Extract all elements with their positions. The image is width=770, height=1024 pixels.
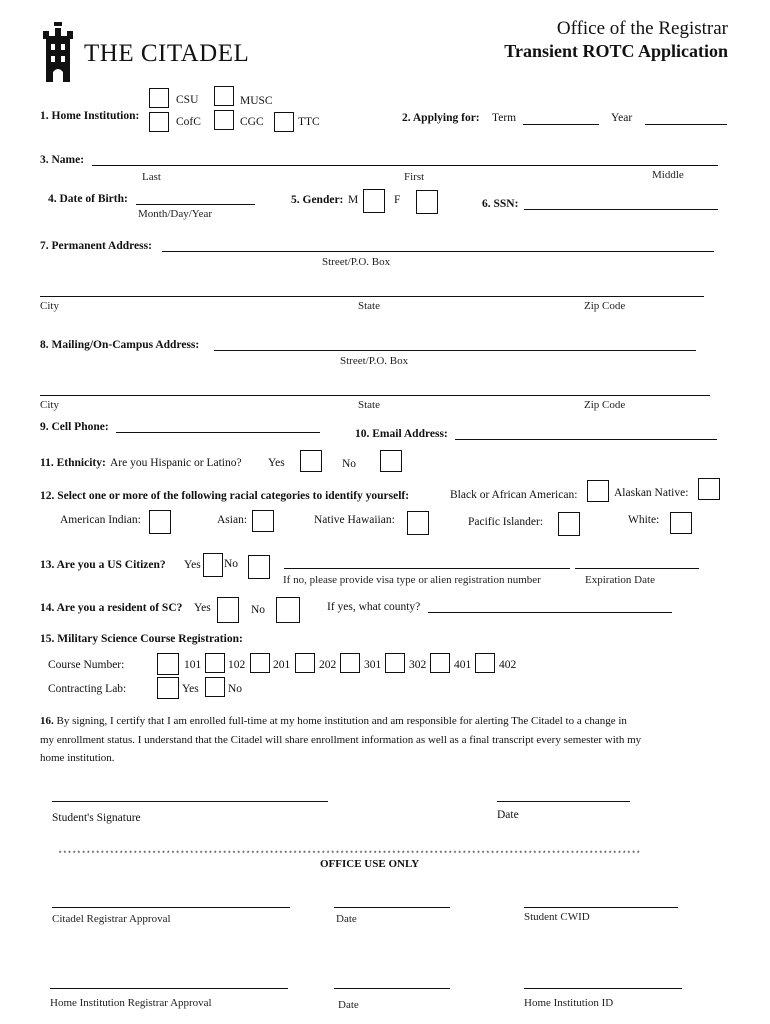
q11-label: 11. Ethnicity: [40, 457, 106, 469]
csu-label: CSU [176, 94, 199, 106]
office-title: Office of the Registrar [556, 18, 728, 39]
mailing-city-field[interactable] [40, 395, 710, 396]
visa-expiration-field[interactable] [575, 568, 699, 569]
middle-caption: Middle [652, 169, 684, 181]
gender-m-label: M [348, 194, 359, 206]
expiration-caption: Expiration Date [585, 574, 655, 586]
ssn-field[interactable] [524, 209, 718, 210]
q10-label: 10. Email Address: [355, 428, 448, 440]
course-201-label: 201 [273, 659, 291, 671]
signature-date-field[interactable] [497, 801, 630, 802]
lab-no-checkbox[interactable] [205, 677, 225, 697]
home-id-field[interactable] [524, 988, 682, 989]
course-401-label: 401 [454, 659, 472, 671]
first-caption: First [404, 171, 425, 183]
pacific-label: Pacific Islander: [468, 516, 544, 528]
gender-f-checkbox[interactable] [416, 190, 438, 214]
permanent-state-caption: State [358, 300, 380, 312]
certification-line-2: my enrollment status. I understand that the Citadel will share enrollment information as well as a final transcript every semester with my [40, 733, 642, 746]
citadel-logo [40, 22, 76, 84]
permanent-street-caption: Street/P.O. Box [322, 256, 391, 268]
email-field[interactable] [455, 439, 717, 440]
mailing-street-caption: Street/P.O. Box [340, 355, 409, 367]
citizen-yes-label: Yes [184, 559, 201, 571]
citizen-yes-checkbox[interactable] [203, 553, 223, 577]
office-use-title: OFFICE USE ONLY [320, 858, 420, 870]
course-102-label: 102 [228, 659, 246, 671]
home-id-caption: Home Institution ID [524, 997, 614, 1009]
cgc-label: CGC [240, 116, 264, 128]
home-approval-field[interactable] [50, 988, 288, 989]
mailing-street-field[interactable] [214, 350, 696, 351]
hawaiian-label: Native Hawaiian: [314, 514, 395, 526]
course-202-label: 202 [319, 659, 337, 671]
last-caption: Last [142, 171, 161, 183]
black-label: Black or African American: [450, 489, 578, 501]
cgc-checkbox[interactable] [214, 110, 234, 130]
q1-label: 1. Home Institution: [40, 110, 140, 122]
pacific-checkbox[interactable] [558, 512, 580, 536]
cwid-field[interactable] [524, 907, 678, 908]
office-divider: **************************************************************************************************************************** [58, 851, 641, 859]
course-402-checkbox[interactable] [475, 653, 495, 673]
approval-date-field[interactable] [334, 907, 450, 908]
lab-no-label: No [228, 683, 243, 695]
hawaiian-checkbox[interactable] [407, 511, 429, 535]
q2-label: 2. Applying for: [402, 112, 480, 124]
permanent-city-field[interactable] [40, 296, 704, 297]
course-101-checkbox[interactable] [157, 653, 179, 675]
resident-no-label: No [251, 604, 266, 616]
asian-label: Asian: [217, 514, 248, 526]
name-field[interactable] [92, 165, 718, 166]
home-approval-date-field[interactable] [334, 988, 450, 989]
lab-yes-checkbox[interactable] [157, 677, 179, 699]
permanent-city-caption: City [40, 300, 59, 312]
citadel-approval-field[interactable] [52, 907, 290, 908]
q14-label: 14. Are you a resident of SC? [40, 602, 183, 614]
cofc-label: CofC [176, 116, 201, 128]
mailing-state-caption: State [358, 399, 380, 411]
certification-paragraph [40, 712, 641, 768]
white-checkbox[interactable] [670, 512, 692, 534]
certification-line-1: By signing, I certify that I am enrolled full-time at my home institution and am responsible for alerting The Citadel to a change in [56, 715, 627, 727]
gender-m-checkbox[interactable] [363, 189, 385, 213]
term-label: Term [492, 112, 517, 124]
q11-question: Are you Hispanic or Latino? [110, 457, 242, 469]
course-402-label: 402 [499, 659, 517, 671]
dob-format-caption: Month/Day/Year [138, 208, 213, 220]
q4-label: 4. Date of Birth: [48, 193, 128, 205]
q7-label: 7. Permanent Address: [40, 240, 152, 252]
course-101-label: 101 [184, 659, 202, 671]
citizen-no-checkbox[interactable] [248, 555, 270, 579]
county-field[interactable] [428, 612, 672, 613]
county-label: If yes, what county? [327, 601, 421, 613]
q8-label: 8. Mailing/On-Campus Address: [40, 339, 200, 351]
mailing-zip-caption: Zip Code [584, 399, 626, 411]
year-field[interactable] [645, 124, 727, 125]
white-label: White: [628, 514, 660, 526]
resident-yes-checkbox[interactable] [217, 597, 239, 623]
gender-f-label: F [394, 194, 401, 206]
brand-name: THE CITADEL [84, 40, 250, 67]
lab-yes-label: Yes [182, 683, 199, 695]
alaskan-checkbox[interactable] [698, 478, 720, 500]
certification-line-3: home institution. [40, 752, 115, 764]
student-signature-field[interactable] [52, 801, 328, 802]
q16-number: 16. [40, 715, 54, 727]
hispanic-no-checkbox[interactable] [380, 450, 402, 472]
hispanic-no-label: No [342, 458, 357, 470]
course-302-label: 302 [409, 659, 427, 671]
approval-date-caption: Date [336, 913, 357, 925]
alaskan-label: Alaskan Native: [614, 487, 689, 499]
visa-field[interactable] [284, 568, 570, 569]
contracting-lab-label: Contracting Lab: [48, 683, 127, 695]
resident-no-checkbox[interactable] [276, 597, 300, 623]
q12-label: 12. Select one or more of the following racial categories to identify yourself: [40, 490, 410, 502]
cofc-checkbox[interactable] [149, 112, 169, 132]
musc-label: MUSC [240, 95, 273, 107]
asian-checkbox[interactable] [252, 510, 274, 532]
visa-caption: If no, please provide visa type or alien registration number [283, 574, 541, 586]
csu-checkbox[interactable] [149, 88, 169, 108]
musc-checkbox[interactable] [214, 86, 234, 106]
american-indian-label: American Indian: [60, 514, 141, 526]
course-301-label: 301 [364, 659, 382, 671]
student-signature-caption: Student's Signature [52, 812, 141, 824]
course-201-checkbox[interactable] [250, 653, 270, 673]
hispanic-yes-label: Yes [268, 457, 285, 469]
black-checkbox[interactable] [587, 480, 609, 502]
permanent-zip-caption: Zip Code [584, 300, 626, 312]
q6-label: 6. SSN: [482, 198, 519, 210]
citadel-approval-caption: Citadel Registrar Approval [52, 913, 171, 925]
course-301-checkbox[interactable] [340, 653, 360, 673]
signature-date-caption: Date [497, 809, 519, 821]
mailing-city-caption: City [40, 399, 59, 411]
q13-label: 13. Are you a US Citizen? [40, 559, 166, 571]
form-title: Transient ROTC Application [504, 41, 728, 61]
permanent-street-field[interactable] [162, 251, 714, 252]
citizen-no-label: No [224, 558, 239, 570]
hispanic-yes-checkbox[interactable] [300, 450, 322, 472]
dob-field[interactable] [136, 204, 255, 205]
cell-phone-field[interactable] [116, 432, 320, 433]
resident-yes-label: Yes [194, 602, 211, 614]
course-102-checkbox[interactable] [205, 653, 225, 673]
course-number-label: Course Number: [48, 659, 125, 671]
course-302-checkbox[interactable] [385, 653, 405, 673]
q5-label: 5. Gender: [291, 194, 344, 206]
course-202-checkbox[interactable] [295, 653, 315, 673]
american-indian-checkbox[interactable] [149, 510, 171, 534]
ttc-label: TTC [298, 116, 320, 128]
ttc-checkbox[interactable] [274, 112, 294, 132]
q15-label: 15. Military Science Course Registration: [40, 633, 243, 645]
castle-icon [40, 22, 76, 84]
q3-label: 3. Name: [40, 154, 85, 166]
home-approval-date-caption: Date [338, 999, 359, 1011]
home-approval-caption: Home Institution Registrar Approval [50, 997, 212, 1009]
year-label: Year [611, 112, 633, 124]
course-401-checkbox[interactable] [430, 653, 450, 673]
cwid-caption: Student CWID [524, 911, 590, 923]
q9-label: 9. Cell Phone: [40, 421, 109, 433]
term-field[interactable] [523, 124, 599, 125]
